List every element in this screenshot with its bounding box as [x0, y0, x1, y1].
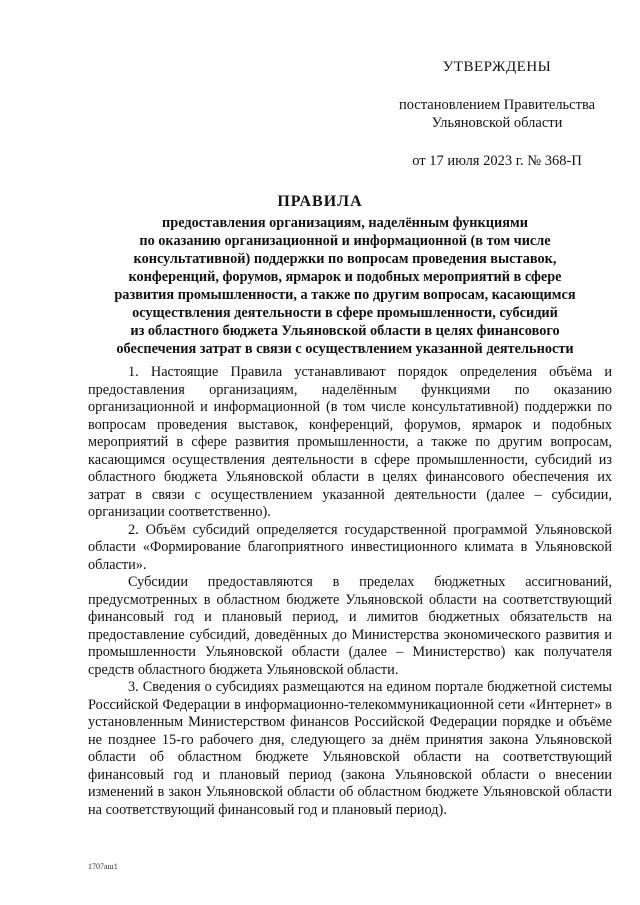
document-subtitle	[85, 214, 605, 358]
document-title: ПРАВИЛА	[277, 193, 363, 210]
subtitle-line: осуществления деятельности в сфере промышленности, субсидий	[132, 305, 558, 321]
paragraph-2: 2. Объём субсидий определяется государственной программой Ульяновской области «Формирование благоприятного инвестиционного климата в Ульяновской области».	[88, 521, 612, 573]
subtitle-line: развития промышленности, а также по другим вопросам, касающимся	[114, 287, 576, 303]
paragraph-2-continued: Субсидии предоставляются в пределах бюджетных ассигнований, предусмотренных в областном бюджете Ульяновской области на соответствующий финансовый год и плановый период, и лимитов бюджетных обязательств на предоставление субсидий, доведённых до Министерства экономического развития и промышленности Ульяновской области (далее – Министерство) как получателя средств областного бюджета Ульяновской области.	[88, 574, 612, 678]
subtitle-line: из областного бюджета Ульяновской области в целях финансового	[130, 323, 560, 339]
paragraph-3: 3. Сведения о субсидиях размещаются на едином портале бюджетной системы Российской Федерации в информационно-телекоммуникационной сети «Интернет» в установленным Министерством финансов Российской Федерации порядке и объёме не позднее 15-го рабочего дня, следующего за днём принятия закона Ульяновской области об областном бюджете Ульяновской области на соответствующий финансовый год и плановый период (закона Ульяновской области о внесении изменений в закон Ульяновской области об областном бюджете Ульяновской области на соответствующий финансовый год и плановый период).	[88, 679, 612, 818]
subtitle-line: консультативной) поддержки по вопросам проведения выставок,	[133, 251, 557, 267]
approval-block	[392, 58, 602, 170]
subtitle-line: по оказанию организационной и информационной (в том числе	[139, 233, 551, 249]
paragraph-1: 1. Настоящие Правила устанавливают порядок определения объёма и предоставления организациям, наделённым функциями по оказанию организационной и информационной (в том числе консультативной) поддержки по вопросам проведения выставок, конференций, форумов, ярмарок и подобных мероприятий в сфере развития промышленности, а также по другим вопросам, касающимся осуществления деятельности в сфере промышленности, субсидий из областного бюджета Ульяновской области в целях финансового обеспечения их затрат в связи с осуществлением указанной деятельности (далее – субсидии, организации соответственно).	[88, 364, 612, 520]
approval-line-1: постановлением Правительства	[398, 97, 596, 113]
footer-code: 1707аш1	[88, 862, 118, 871]
approval-date: от 17 июля 2023 г. № 368-П	[412, 153, 582, 169]
approval-line-2: Ульяновской области	[431, 115, 563, 131]
subtitle-line: предоставления организациям, наделённым функциями	[162, 215, 528, 231]
document-body	[88, 364, 612, 819]
approval-heading: УТВЕРЖДЕНЫ	[442, 59, 552, 75]
subtitle-line: конференций, форумов, ярмарок и подобных мероприятий в сфере	[128, 269, 562, 285]
subtitle-line: обеспечения затрат в связи с осуществлением указанной деятельности	[116, 341, 574, 357]
